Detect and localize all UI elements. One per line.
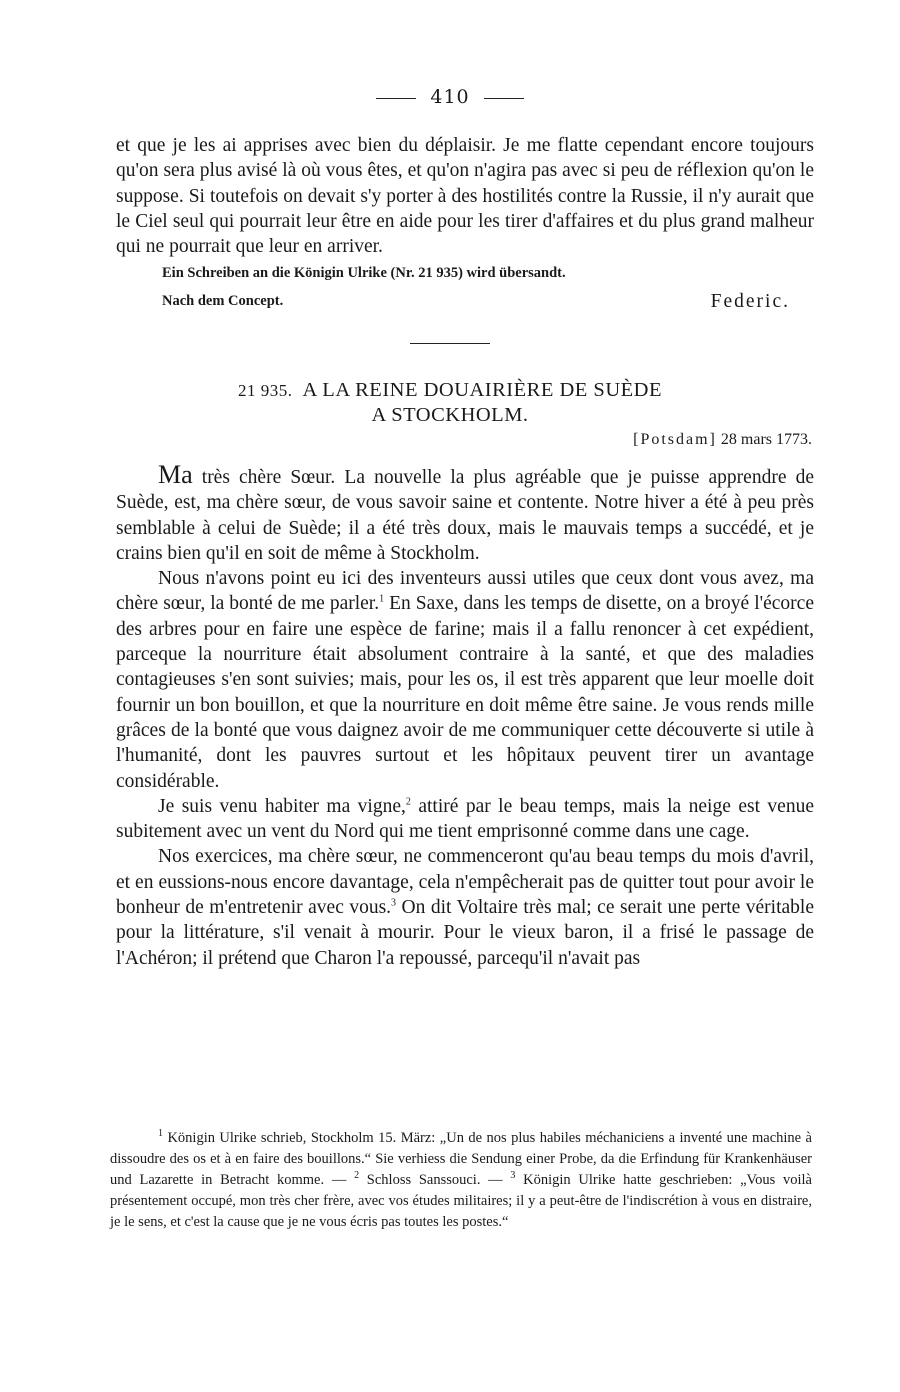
previous-letter-ending [116,133,814,314]
letter-heading-line1 [0,378,900,403]
footnotes [110,1128,812,1233]
letter-title-line2: A STOCKHOLM. [371,404,529,426]
head-rule-left [376,98,416,99]
letter-number: 21 935. [238,381,293,400]
paragraph-3-text-b: attiré par le beau temps, mais la neige est venue subitement avec un vent du Nord qui me tient emprisonné comme dans une cage. [116,795,814,843]
salutation-initial: Ma [158,460,193,489]
letter-heading [0,378,900,428]
paragraph-3-text-a: Je suis venu habiter ma vigne, [158,795,406,817]
dateline [633,431,812,449]
head-rule-right [484,98,524,99]
paragraph-4 [116,844,814,970]
paragraph-3 [116,794,814,845]
page-number: 410 [430,86,470,108]
paragraph-4-text-b: On dit Voltaire très mal; ce serait une perte véritable pour la littérature, s'il venait à mourir. Pour le vieux baron, il a frisé le passage de l'Achéron; il prétend que Charon l'a repoussé, parcequ'il n'avait pas [116,897,814,969]
paragraph-1-text: très chère Sœur. La nouvelle la plus agréable que je puisse apprendre de Suède, est, ma chère sœur, de vous savoir saine et contente. Notre hiver a été à peu près semblable à celui de Suède; il a été très doux, mais le mauvais temps a succédé, et je crains bien qu'il en soit de même à Stockholm. [116,467,814,564]
section-divider [410,343,490,344]
letter-title-line1: A LA REINE DOUAIRIÈRE DE SUÈDE [302,379,662,401]
footnote-2: Schloss Sanssouci. — [359,1172,511,1188]
enclosure-note: Ein Schreiben an die Königin Ulrike (Nr. 21 935) wird übersandt. [162,265,566,282]
paragraph-2 [116,566,814,794]
signature: Federic. [710,290,790,312]
closing-line [116,289,814,314]
footnote-ref-3: 3 [391,897,397,909]
paragraph-1 [116,462,814,566]
footnote-mark-2: 2 [354,1170,360,1182]
footnote-mark-1: 1 [158,1128,163,1140]
source-note: Nach dem Concept. [162,292,284,309]
date-place: [Potsdam] [633,431,717,448]
paragraph-4-text-a: Nos exercices, ma chère sœur, ne commenceront qu'au beau temps du mois d'avril, et en eussions-nous encore davantage, cela n'empêcherait pas de quitter tout pour avoir le bonheur de m'entretenir avec vous. [116,846,814,919]
footnote-1: Königin Ulrike schrieb, Stockholm 15. März: „Un de nos plus habiles méchaniciens a inventé une machine à dissoudre des os et à en faire des bouillons.“ Sie verhiess die Sendung einer Probe, da die Erfindung für Krankenhäuser und Lazarette in Betracht komme. — [110,1130,812,1188]
continuation-paragraph: et que je les ai apprises avec bien du déplaisir. Je me flatte cependant encore toujours qu'on sera plus avisé là où vous êtes, et qu'on n'agira pas avec si peu de réflexion qu'on le suppose. Si toutefois on devait s'y porter à des hostilités contre la Russie, il n'y aurait que le Ciel seul qui pourrait leur être en aide pour les tirer d'affaires et du plus grand malheur qui ne pourrait que leur en arriver. [116,135,814,258]
paragraph-2-text-b: En Saxe, dans les temps de disette, on a broyé l'écorce des arbres pour en faire une espèce de farine; mais il a fallu renoncer à cet expédient, parceque la nourriture était absolument contraire à la santé, et que des maladies contagieuses s'en sont suivies; mais, pour les os, il est très apparent que leur moelle doit fournir un bon bouillon, et que la nourriture en doit même être saine. Je vous rends mille grâces de la bonté que vous daignez avoir de me communiquer cette découverte si utile à l'humanité, dont les pauvres surtout et les hôpitaux peuvent tirer un avantage considérable. [116,593,814,792]
footnote-ref-1: 1 [379,593,385,605]
date: 28 mars 1773. [720,431,812,448]
footnote-ref-2: 2 [405,796,411,808]
footnote-mark-3: 3 [510,1170,516,1182]
footnotes-text [110,1128,812,1233]
paragraph-2-text-a: Nous n'avons point eu ici des inventeurs aussi utiles que ceux dont vous avez, ma chère sœur, la bonté de me parler. [116,568,814,615]
letter-body [116,462,814,971]
running-head [0,86,900,108]
footnote-3: Königin Ulrike hatte geschrieben: „Vous voilà présentement occupé, mon très cher frère, avec vos études militaires; il y a peut-être de l'indiscrétion à vous en distraire, je le sens, et c'est la cause que je ne vous écris pas toutes les postes.“ [110,1172,812,1230]
